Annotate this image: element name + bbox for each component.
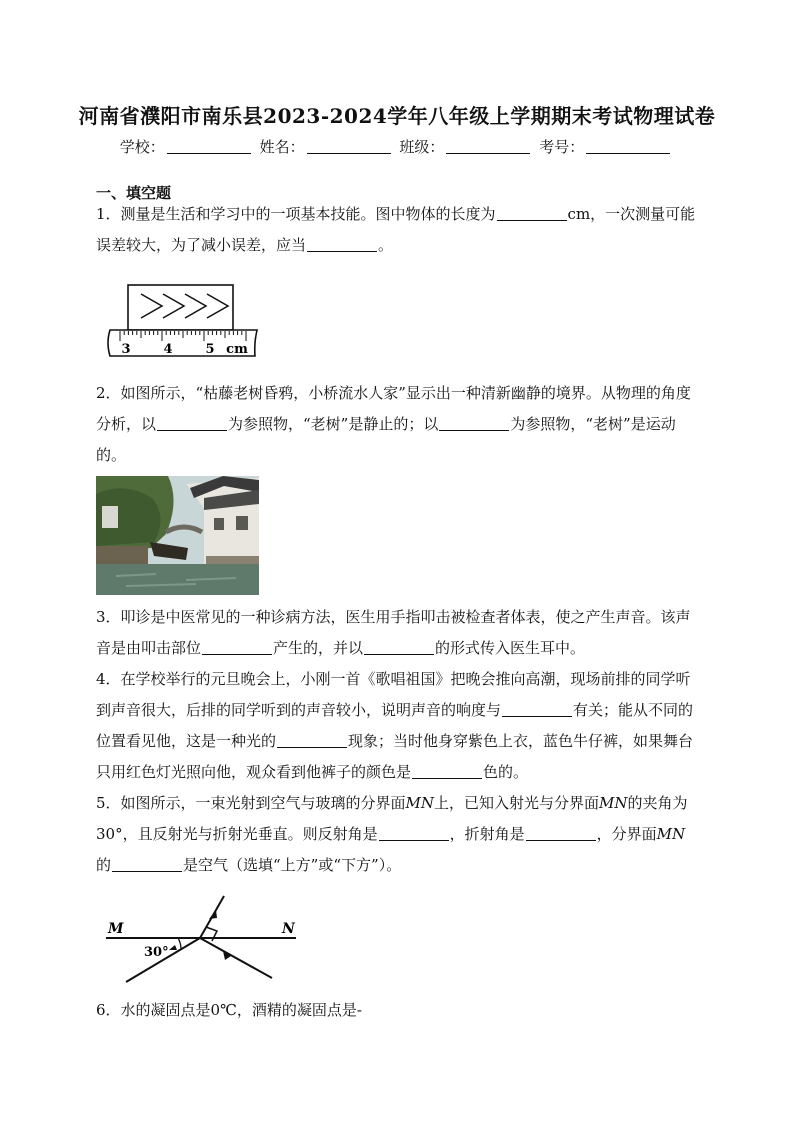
class-label: 班级： [399, 138, 445, 156]
q5-mn-label: MN [405, 794, 435, 812]
q2-text-2: 为参照物，“老树”是静止的；以 [228, 415, 439, 433]
q4-blank-3[interactable] [412, 764, 482, 779]
q4-text-3: 现象；当时他身穿紫色上衣，蓝色牛仔裤，如果舞台只用红色灯光照向他，观众看到他裤子的颜色是 [96, 732, 694, 781]
section-heading: 一、填空题 [96, 184, 172, 202]
q2-blank-2[interactable] [439, 416, 509, 431]
student-info-row [0, 136, 794, 157]
reflected-arrow [209, 910, 217, 919]
q2-text-3: 为参照物，“老树”是运动的。 [96, 415, 676, 464]
incident-arrow [169, 945, 177, 950]
label-n: N [282, 921, 295, 937]
q4-text-1: 4．在学校举行的元旦晚会上，小刚一首《歌唱祖国》把晚会推向高潮，现场前排的同学听到声音很大，后排的同学听到的声音较小，说明声音的响度与 [96, 670, 691, 719]
q3-text-3: 的形式传入医生耳中。 [435, 639, 586, 657]
ruler-unit-label: cm [226, 342, 248, 357]
q4-text-2: 有关；能从不同的位置看见他，这是一种光的 [96, 701, 694, 750]
exam-number-field[interactable] [586, 139, 670, 154]
q1-text-3: 。 [378, 236, 394, 254]
q5-blank-2[interactable] [526, 826, 596, 841]
question-2 [96, 378, 700, 471]
q5-text-4: ，折射角是 [449, 825, 525, 843]
question-3 [96, 602, 700, 664]
photo-water [96, 564, 259, 595]
q4-blank-2[interactable] [277, 733, 347, 748]
photo-left-house [102, 506, 118, 528]
ruler-tick-label: 4 [163, 342, 173, 357]
q2-text-1: 2．如图所示，“枯藤老树昏鸦，小桥流水人家”显示出一种清新幽静的境界。从物理的角度分析，以 [96, 384, 691, 433]
question-4 [96, 664, 700, 788]
school-field[interactable] [167, 139, 251, 154]
q1-blank-2[interactable] [307, 237, 377, 252]
angle-arc [178, 938, 181, 949]
q5-mn-label: MN [656, 825, 686, 843]
q5-text-2: 上，已知入射光与分界面 [434, 794, 600, 812]
angle-label: 30° [144, 945, 169, 960]
ruler-figure [100, 280, 265, 362]
q3-text-1: 3．叩诊是中医常见的一种诊病方法，医生用手指叩击被检查者体表，使之产生声音。该声音是由叩击部位 [96, 608, 691, 657]
ruler-tick-label: 3 [121, 342, 131, 357]
q6-text-1: 6．水的凝固点是0℃，酒精的凝固点是- [96, 1001, 362, 1019]
q3-blank-2[interactable] [364, 640, 434, 655]
canal-village-photo [96, 476, 259, 595]
exam-number-label: 考号： [539, 138, 585, 156]
q4-text-4: 色的。 [483, 763, 529, 781]
label-m: M [108, 921, 124, 937]
refraction-diagram [100, 890, 300, 990]
q1-text-1: 1．测量是生活和学习中的一项基本技能。图中物体的长度为 [96, 205, 496, 223]
q2-blank-1[interactable] [157, 416, 227, 431]
q1-text-2: cm，一次测量可能误差较大，为了减小误差，应当 [96, 205, 696, 254]
q5-text-6: 的 [96, 856, 112, 874]
photo-window [214, 518, 224, 530]
q5-text-1: 5．如图所示，一束光射到空气与玻璃的分界面 [96, 794, 406, 812]
name-field[interactable] [307, 139, 391, 154]
refracted-ray [200, 938, 272, 978]
question-5 [96, 788, 700, 881]
q5-blank-3[interactable] [112, 857, 182, 872]
name-label: 姓名： [259, 138, 305, 156]
q3-blank-1[interactable] [202, 640, 272, 655]
q5-blank-1[interactable] [379, 826, 449, 841]
question-6 [96, 995, 700, 1026]
q5-text-3: 的夹角为30°，且反射光与折射光垂直。则反射角是 [96, 794, 688, 843]
q3-text-2: 产生的，并以 [273, 639, 364, 657]
q4-blank-1[interactable] [502, 702, 572, 717]
q5-text-5: ，分界面 [596, 825, 657, 843]
exam-title: 河南省濮阳市南乐县2023-2024学年八年级上学期期末考试物理试卷 [78, 104, 716, 128]
ruler-tick-label: 5 [205, 342, 215, 357]
school-label: 学校： [119, 138, 165, 156]
q1-blank-1[interactable] [497, 206, 567, 221]
question-1 [96, 199, 700, 261]
class-field[interactable] [446, 139, 530, 154]
q5-text-7: 是空气（选填“上方”或“下方”）。 [183, 856, 402, 874]
q5-mn-label: MN [599, 794, 628, 812]
photo-window [236, 516, 248, 530]
